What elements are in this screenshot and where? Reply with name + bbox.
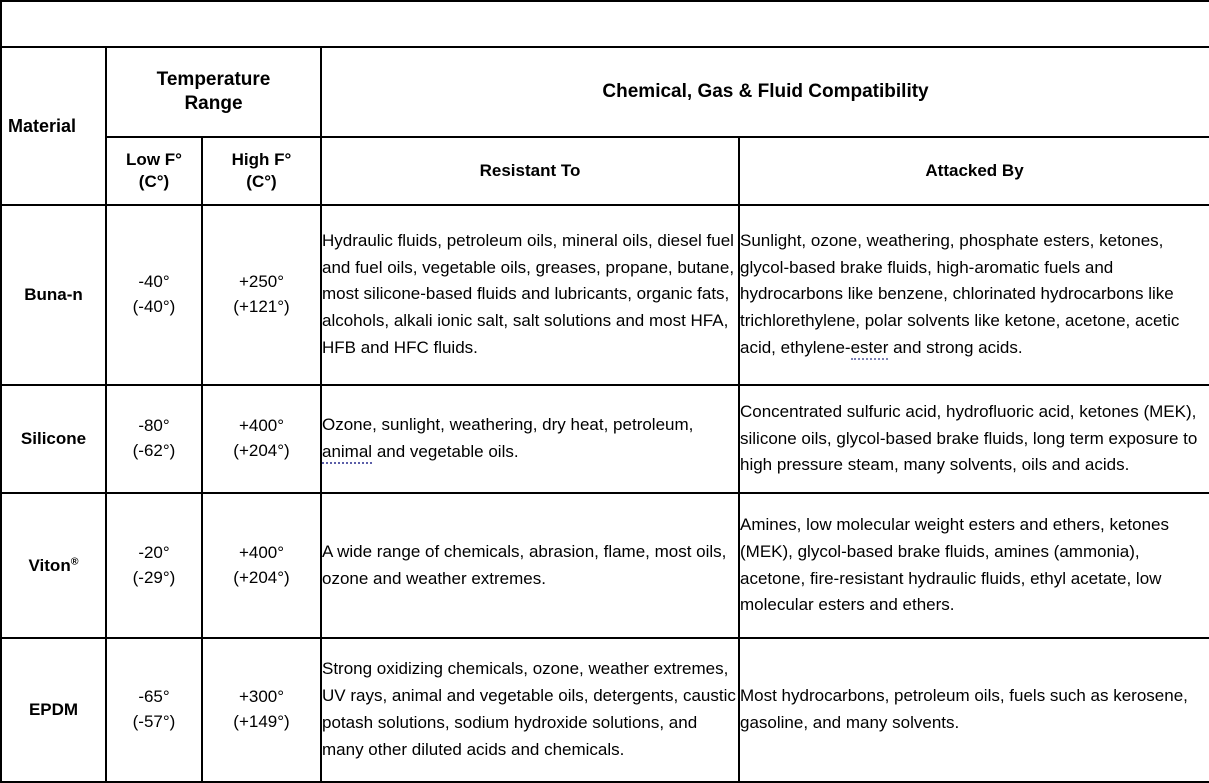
- high-temp-celsius: (+204°): [233, 567, 290, 587]
- high-temp-celsius: (+121°): [233, 296, 290, 316]
- header-low-f-line1: Low F°: [126, 149, 182, 169]
- material-name-text: Buna-n: [24, 284, 83, 304]
- low-temp-fahrenheit: -65°: [138, 687, 170, 707]
- header-high-f-line1: High F°: [231, 149, 292, 169]
- table-title: Common O-ring Temperature and Media Compatibility: [1, 1, 1209, 47]
- header-high-f: [202, 137, 321, 205]
- high-temperature: [202, 638, 321, 782]
- header-material: Material: [1, 47, 106, 205]
- attacked-by-text: Amines, low molecular weight esters and ethers, ketones (MEK), glycol-based brake fluids, amines (ammonia), acetone, fire-resistant hydraulic fluids, ethyl acetate, low molecular esters and ethers.: [739, 493, 1209, 637]
- header-low-f: [106, 137, 202, 205]
- high-temp-fahrenheit: +400°: [238, 416, 285, 436]
- table-title-row: [1, 1, 1209, 47]
- low-temp-celsius: (-40°): [132, 296, 176, 316]
- high-temp-fahrenheit: +300°: [238, 687, 285, 707]
- resistant-to-text: Hydraulic fluids, petroleum oils, mineral oils, diesel fuel and fuel oils, vegetable oils, greases, propane, butane, most silicone-based fluids and lubricants, organic fats, alcohols, alkali ionic salt, salt solutions and most HFA, HFB and HFC fluids.: [321, 205, 739, 385]
- table-row: [1, 638, 1209, 782]
- attacked-by-text-part2: and strong acids.: [888, 338, 1023, 358]
- attacked-by-text: [739, 205, 1209, 385]
- material-name: [1, 205, 106, 385]
- high-temp-celsius: (+149°): [233, 711, 290, 731]
- resistant-to-text-part1: Ozone, sunlight, weathering, dry heat, petroleum,: [322, 415, 694, 435]
- low-temp-celsius: (-57°): [132, 711, 176, 731]
- low-temp-fahrenheit: -80°: [138, 416, 170, 436]
- material-name-text: Viton: [28, 555, 71, 575]
- table-row: [1, 493, 1209, 637]
- low-temp-fahrenheit: -40°: [138, 272, 170, 292]
- sub-header-row: [1, 137, 1209, 205]
- resistant-to-text: A wide range of chemicals, abrasion, flame, most oils, ozone and weather extremes.: [321, 493, 739, 637]
- high-temperature: [202, 205, 321, 385]
- material-name: [1, 638, 106, 782]
- header-resistant-to: Resistant To: [321, 137, 739, 205]
- header-high-f-line2: (C°): [246, 172, 277, 191]
- registered-mark: ®: [70, 554, 79, 567]
- resistant-to-text-part2: and vegetable oils.: [372, 442, 519, 462]
- low-temp-celsius: (-29°): [132, 567, 176, 587]
- header-low-f-line2: (C°): [138, 172, 170, 191]
- low-temperature: [106, 385, 202, 494]
- high-temp-celsius: (+204°): [233, 441, 290, 461]
- high-temperature: [202, 385, 321, 494]
- attacked-by-text: Most hydrocarbons, petroleum oils, fuels such as kerosene, gasoline, and many solvents.: [739, 638, 1209, 782]
- resistant-to-text: [321, 385, 739, 494]
- table-row: [1, 205, 1209, 385]
- group-header-row: [1, 47, 1209, 137]
- low-temp-fahrenheit: -20°: [138, 542, 170, 562]
- header-chemical-gas-fluid-compatibility: Chemical, Gas & Fluid Compatibility: [321, 47, 1209, 137]
- spellcheck-flagged-word: animal: [322, 442, 372, 464]
- material-name-text: EPDM: [28, 699, 79, 719]
- material-name: [1, 385, 106, 494]
- resistant-to-text: Strong oxidizing chemicals, ozone, weather extremes, UV rays, animal and vegetable oils, detergents, caustic potash solutions, sodium hydroxide solutions, and many other diluted acids and chemicals.: [321, 638, 739, 782]
- low-temperature: [106, 205, 202, 385]
- table-row: [1, 385, 1209, 494]
- high-temperature: [202, 493, 321, 637]
- material-name-text: Silicone: [20, 429, 87, 449]
- attacked-by-text: Concentrated sulfuric acid, hydrofluoric acid, ketones (MEK), silicone oils, glycol-based brake fluids, long term exposure to high pressure steam, many solvents, oils and acids.: [739, 385, 1209, 494]
- low-temp-celsius: (-62°): [132, 441, 176, 461]
- header-temperature-range-line1: Temperature: [156, 69, 271, 91]
- material-name: [1, 493, 106, 637]
- header-temperature-range-line2: Range: [184, 93, 243, 114]
- low-temperature: [106, 638, 202, 782]
- high-temp-fahrenheit: +250°: [238, 272, 285, 292]
- high-temp-fahrenheit: +400°: [238, 542, 285, 562]
- attacked-by-text-part1: Sunlight, ozone, weathering, phosphate esters, ketones, glycol-based brake fluids, high-aromatic fuels and hydrocarbons like benzene, chlorinated hydrocarbons like trichlorethylene, polar solvents like ketone, acetone, acetic acid, ethylene-: [740, 230, 1180, 358]
- header-attacked-by: Attacked By: [739, 137, 1209, 205]
- spellcheck-flagged-word: ester: [851, 338, 889, 360]
- low-temperature: [106, 493, 202, 637]
- header-temperature-range: [106, 47, 321, 137]
